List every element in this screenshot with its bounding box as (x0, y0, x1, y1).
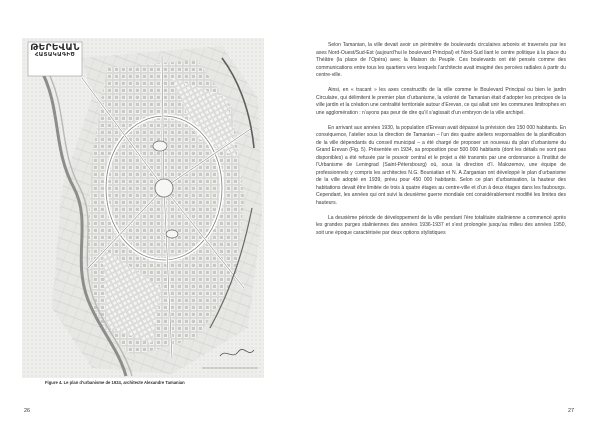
paragraph: Selon Tamanian, la ville devait avoir un périmètre de boulevards circulaires arborés et traversés par les axes Nord-Ouest/Sud-Est (aujourd’hui le boulevard Principal) et Nord-Sud liant le centre politique à la place du Théâtre (la place de l’Opéra) avec la Maison du Peuple. Ces boulevards ont été pensés comme des communications entre tous les quartiers vers lesquels l’architecte avait imaginé des percées radiales à partir du centre-ville. (316, 42, 566, 78)
figure-caption: Figure 4. Le plan d’urbanisme de 1924, architecte Alexandre Tamanian (45, 380, 185, 385)
paragraph: La deuxième période de développement de la ville pendant l’ère totalitaire stalinienne a commencé après les grandes purges staliniennes des années 1936-1937 et s’est prolongée jusqu’au milieu des années 1950, soit une époque caractérisée par deux options stylistiques (316, 214, 566, 236)
paragraph: En arrivant aux années 1930, la population d’Erevan avait dépassé la prévision des 150 000 habitants. En conséquence, l’atelier sous la direction de Tamanian – l’un des quatre ateliers responsables de la planification de la ville dépendants du conseil municipal – a été chargé de proposer un nouveau du plan d’urbanisme du Grand Erevan (Fig. 5). Présentée en 1934, sa proposition pour 500 000 habitants (dont les détails ne sont pas disponibles) a été refusée par le pouvoir central et le projet a été transmis par une ordonnance à l’institut de l’Urbanisme de Leningrad (Saint-Pétersbourg) où, sous la direction d’I. Malozemov, une équipe de professionnels y compris les architectes N.G. Bouniatian et N. A Zarganian ont développé le plan d’urbanisme de la ville adopté en 1939, prévu pour 450 000 habitants. Selon ce plan d’urbanisation, la hauteur des habitations devait être limitée de trois à quatre étages au centre-ville et d’un à deux étages dans les faubourgs. Cependant, les années qui ont suivi la deuxième guerre mondiale ont considérablement modifié les limites des hauteurs. (316, 124, 566, 206)
plan-title-cartouche (30, 44, 80, 59)
page-number-right: 27 (568, 408, 574, 414)
body-text-column (316, 42, 566, 245)
paragraph: Ainsi, en « tracant » les axes constructifs de la ville comme le Boulevard Principal ou bien le jardin Circulaire, qui délimitent le premier plan d’urbanisme, la volonté de Tamanian était d’adopter les principes de la ville jardin et la création une centralité territoriale autour d’Erevan, ce qui allait unir les communes limitrophes en une agglomération : n’ayons pas peur de dire qu’il s’agissait d’un embryon de la ville archipel. (316, 87, 566, 116)
city-plan-figure (22, 38, 264, 378)
plan-title-main: ԹԵՐԵՎԱՆ (30, 43, 80, 53)
plan-title-sub: ՀԱՏԱԿԱԳԻԾ (34, 52, 76, 59)
city-plan-drawing (22, 38, 264, 378)
page-number-left: 26 (24, 408, 30, 414)
